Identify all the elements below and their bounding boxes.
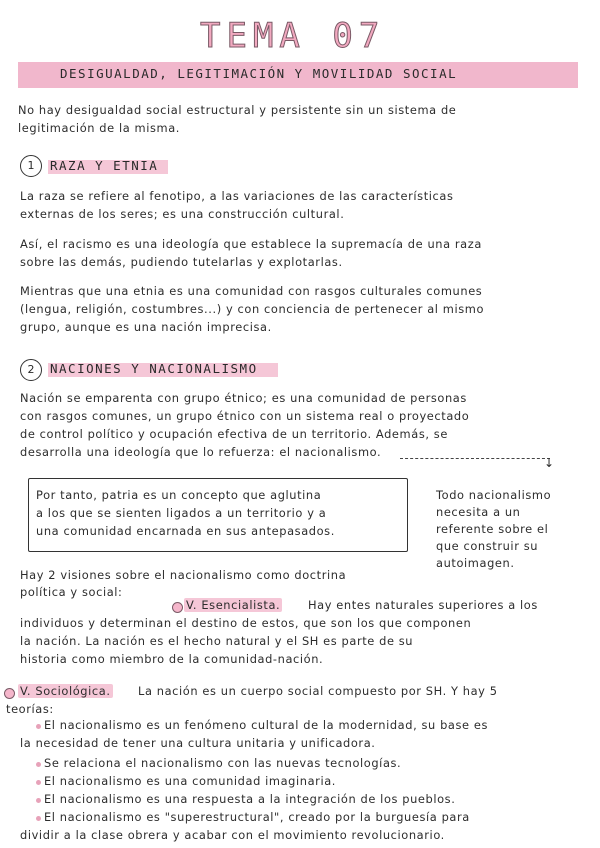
theory-1-line-1: El nacionalismo es un fenómeno cultural de la modernidad, su base es xyxy=(44,718,489,732)
esencialista-line-4: historia como miembro de la comunidad-nación. xyxy=(20,652,324,666)
theory-5-line-2: dividir a la clase obrera y acabar con el movimiento revolucionario. xyxy=(20,828,445,842)
side-note-3: referente sobre el xyxy=(436,522,549,536)
theory-5-line-1: El nacionalismo es "superestructural", creado por la burguesía para xyxy=(44,810,470,824)
s2-line-4: desarrolla una ideología que lo refuerza: el nacionalismo. xyxy=(20,445,382,459)
intro-line-2: legitimación de la misma. xyxy=(18,121,181,135)
s1-p1-line-1: La raza se refiere al fenotipo, a las variaciones de las características xyxy=(20,189,454,203)
s2-line-3: de control político y ocupación efectiva de un territorio. Además, se xyxy=(20,427,448,441)
section-2-title: NACIONES Y NACIONALISMO xyxy=(50,361,258,376)
theory-bullet-3 xyxy=(36,780,41,785)
side-note-4: que construir su xyxy=(436,539,539,553)
sociologica-line-2: teorías: xyxy=(6,702,54,716)
side-note-1: Todo nacionalismo xyxy=(436,488,552,502)
visions-line-1: Hay 2 visiones sobre el nacionalismo como doctrina xyxy=(20,568,347,582)
section-1-title: RAZA Y ETNIA xyxy=(50,158,159,173)
theory-3-line: El nacionalismo es una comunidad imaginaria. xyxy=(44,774,337,788)
theory-bullet-2 xyxy=(36,762,41,767)
theory-bullet-1 xyxy=(36,724,41,729)
sociologica-bullet xyxy=(4,688,15,699)
box-line-1: Por tanto, patria es un concepto que aglutina xyxy=(36,488,322,502)
page-subtitle: DESIGUALDAD, LEGITIMACIÓN Y MOVILIDAD SOCIAL xyxy=(60,66,458,81)
s1-p3-line-3: grupo, aunque es una nación imprecisa. xyxy=(20,320,272,334)
s1-p3-line-2: (lengua, religión, costumbres...) y con conciencia de pertenecer al mismo xyxy=(20,302,485,316)
s1-p2-line-2: sobre las demás, pudiendo tutelarlas y explotarlas. xyxy=(20,255,343,269)
esencialista-line-2: individuos y determinan el destino de estos, que son los que componen xyxy=(20,616,472,630)
esencialista-line-3: la nación. La nación es el hecho natural y el SH es parte de su xyxy=(20,634,414,648)
s1-p1-line-2: externas de los seres; es una construcción cultural. xyxy=(20,207,345,221)
visions-line-2: política y social: xyxy=(20,585,123,599)
arrow-connector xyxy=(400,458,550,459)
intro-line-1: No hay desigualdad social estructural y persistente sin un sistema de xyxy=(18,103,457,117)
sociologica-line-1: La nación es un cuerpo social compuesto por SH. Y hay 5 xyxy=(138,684,498,698)
topic-heading: TEMA 07 xyxy=(200,16,386,56)
sociologica-label: V. Sociológica. xyxy=(20,684,111,698)
arrow-down-icon: ↓ xyxy=(544,456,555,470)
esencialista-label: V. Esencialista. xyxy=(186,598,281,612)
theory-bullet-4 xyxy=(36,798,41,803)
s2-line-2: con rasgos comunes, un grupo étnico con un sistema real o proyectado xyxy=(20,409,470,423)
side-note-2: necesita a un xyxy=(436,505,521,519)
section-1-number: 1 xyxy=(20,155,42,177)
s1-p3-line-1: Mientras que una etnia es una comunidad con rasgos culturales comunes xyxy=(20,284,483,298)
theory-bullet-5 xyxy=(36,816,41,821)
box-line-3: una comunidad encarnada en sus antepasados. xyxy=(36,524,335,538)
theory-4-line: El nacionalismo es una respuesta a la integración de los pueblos. xyxy=(44,792,456,806)
esencialista-line-1: Hay entes naturales superiores a los xyxy=(308,598,538,612)
esencialista-bullet xyxy=(172,602,183,613)
theory-2-line: Se relaciona el nacionalismo con las nuevas tecnologías. xyxy=(44,756,402,770)
side-note-5: autoimagen. xyxy=(436,556,515,570)
section-2-number: 2 xyxy=(20,359,42,381)
s2-line-1: Nación se emparenta con grupo étnico; es una comunidad de personas xyxy=(20,391,467,405)
s1-p2-line-1: Así, el racismo es una ideología que establece la supremacía de una raza xyxy=(20,237,482,251)
theory-1-line-2: la necesidad de tener una cultura unitaria y unificadora. xyxy=(20,736,376,750)
box-line-2: a los que se sienten ligados a un territorio y a xyxy=(36,506,327,520)
